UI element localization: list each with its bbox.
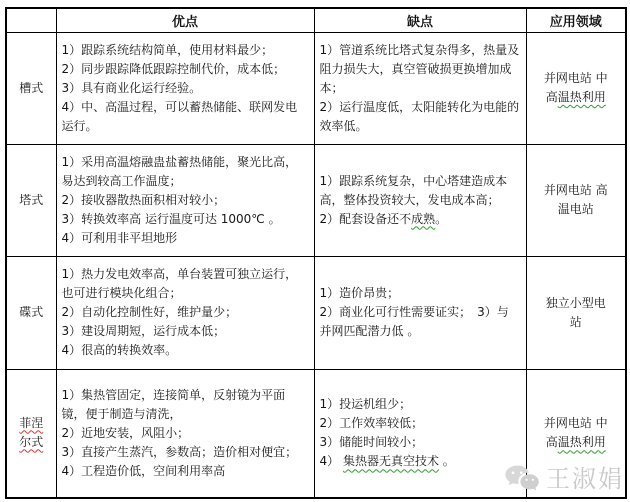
app-text: 并网电站 中 bbox=[543, 71, 608, 85]
app-line bbox=[530, 414, 623, 433]
app-line bbox=[530, 88, 623, 107]
app-line bbox=[530, 313, 623, 332]
spellcheck-red-underline: 尔式 bbox=[19, 435, 44, 450]
header-cons: 缺点 bbox=[314, 8, 526, 32]
app-text: 温电站 bbox=[557, 202, 594, 216]
app-line bbox=[530, 294, 623, 313]
pros-item: 3）具有商业化运行经验。 bbox=[61, 80, 202, 95]
pros-item: 1）跟踪系统结构简单，使用材料最少； bbox=[61, 42, 274, 57]
cell-app-dish bbox=[526, 256, 626, 369]
cell-pros-dish bbox=[56, 256, 314, 369]
header-pros: 优点 bbox=[56, 8, 314, 32]
pros-item: 4）工程造价低，空间利用率高 bbox=[61, 463, 226, 478]
app-text: 高 bbox=[545, 435, 558, 450]
pros-item: 1）集热管固定，连接简单，反射镜为平面镜，便于制造与清洗， bbox=[61, 387, 286, 421]
pros-item: 1）采用高温熔融蛊盐蓄热储能，聚光比高，易达到较高工作温度； bbox=[61, 154, 298, 188]
cons-text: 4） bbox=[319, 454, 343, 469]
cons-item bbox=[320, 210, 521, 229]
header-row bbox=[6, 8, 626, 32]
pros-item: 3）直接产生蒸汽，参数高；造价相对便宜； bbox=[61, 444, 298, 459]
pros-item: 4）很高的转换效率。 bbox=[61, 343, 178, 357]
pros-item: 4）可利用非平坦地形 bbox=[61, 230, 178, 245]
cons-item: 2）商业化可行性需要证实； 3）与并网匹配潜力低 。 bbox=[319, 305, 509, 338]
spellcheck-green-underline: 温热利用 bbox=[557, 435, 606, 450]
cell-cons-tower bbox=[314, 144, 526, 256]
cell-cons-trough bbox=[314, 32, 526, 144]
app-line bbox=[530, 433, 623, 452]
app-text: 独立小型电 bbox=[545, 295, 606, 310]
spellcheck-red-underline: 菲涅 bbox=[19, 416, 44, 431]
app-text: 并网电站 高 bbox=[543, 183, 608, 197]
spellcheck-green-underline: 成熟 bbox=[411, 211, 436, 226]
cons-item: 2）运行温度低，太阳能转化为电能的效率低。 bbox=[319, 99, 520, 133]
wechat-icon bbox=[504, 464, 540, 494]
cons-item: 2）工作效率较低； bbox=[319, 416, 424, 431]
cons-text: 2）配套设备还不 bbox=[319, 211, 412, 226]
cell-cons-fresnel bbox=[314, 369, 526, 498]
pros-item: 2）同步跟踪降低跟踪控制代价，成本低； bbox=[61, 61, 286, 76]
app-line bbox=[530, 69, 623, 88]
cons-item: 1）造价昂贵； bbox=[319, 286, 400, 300]
app-text: 并网电站 中 bbox=[543, 416, 608, 431]
cons-item: 3）储能时间较小； bbox=[319, 435, 424, 450]
spellcheck-green-underline: 温热利用 bbox=[557, 90, 606, 104]
pros-item: 4）中、高温过程，可以蓄热储能、联网发电运行。 bbox=[61, 99, 298, 133]
app-line bbox=[530, 200, 623, 219]
row-label-tower: 塔式 bbox=[6, 144, 56, 256]
row-label-fresnel bbox=[6, 369, 56, 498]
row-label-trough: 槽式 bbox=[6, 32, 56, 144]
pros-item: 2）近地安装，风阻小； bbox=[61, 425, 190, 440]
header-type-cell bbox=[6, 8, 56, 32]
table-row-dish bbox=[6, 256, 626, 369]
cons-text: 。 bbox=[435, 211, 448, 226]
cell-pros-fresnel bbox=[56, 369, 314, 498]
cons-text: 。 bbox=[438, 454, 455, 469]
app-text: 高 bbox=[545, 90, 558, 104]
cons-item: 1）管道系统比塔式复杂得多，热量及阻力损失大，真空管破损更换增加成本； bbox=[319, 42, 520, 95]
watermark-text: 王淑娟 bbox=[546, 465, 624, 493]
row-label-dish: 碟式 bbox=[6, 256, 56, 369]
cons-item bbox=[320, 452, 521, 471]
cell-pros-tower bbox=[56, 144, 314, 256]
cell-app-trough bbox=[526, 32, 626, 144]
pros-item: 2）接收器散热面积相对较小； bbox=[61, 192, 226, 207]
cons-item: 1）投运机组少； bbox=[319, 397, 412, 412]
table-row-tower bbox=[6, 144, 626, 256]
cons-item: 1）跟踪系统复杂，中心塔建造成本高，整体投资较大，发电成本高； bbox=[319, 173, 508, 207]
app-line bbox=[530, 181, 623, 200]
watermark bbox=[504, 464, 624, 494]
pros-item: 1）热力发电效率高，单台装置可独立运行，也可进行模块化组合； bbox=[61, 267, 298, 300]
cell-pros-trough bbox=[56, 32, 314, 144]
app-text: 站 bbox=[569, 314, 582, 329]
pros-item: 2）自动化控制性好，维护量少； bbox=[61, 305, 238, 319]
spellcheck-green-underline: 集热器无真空技术 bbox=[342, 454, 439, 469]
pros-item: 3）建设周期短，运行成本低； bbox=[61, 324, 226, 338]
table-row-trough bbox=[6, 32, 626, 144]
pros-item: 3）转换效率高 运行温度可达 1000℃ 。 bbox=[61, 211, 281, 226]
header-application: 应用领域 bbox=[526, 8, 626, 32]
cell-cons-dish bbox=[314, 256, 526, 369]
cell-app-tower bbox=[526, 144, 626, 256]
csp-comparison-table bbox=[5, 7, 627, 499]
